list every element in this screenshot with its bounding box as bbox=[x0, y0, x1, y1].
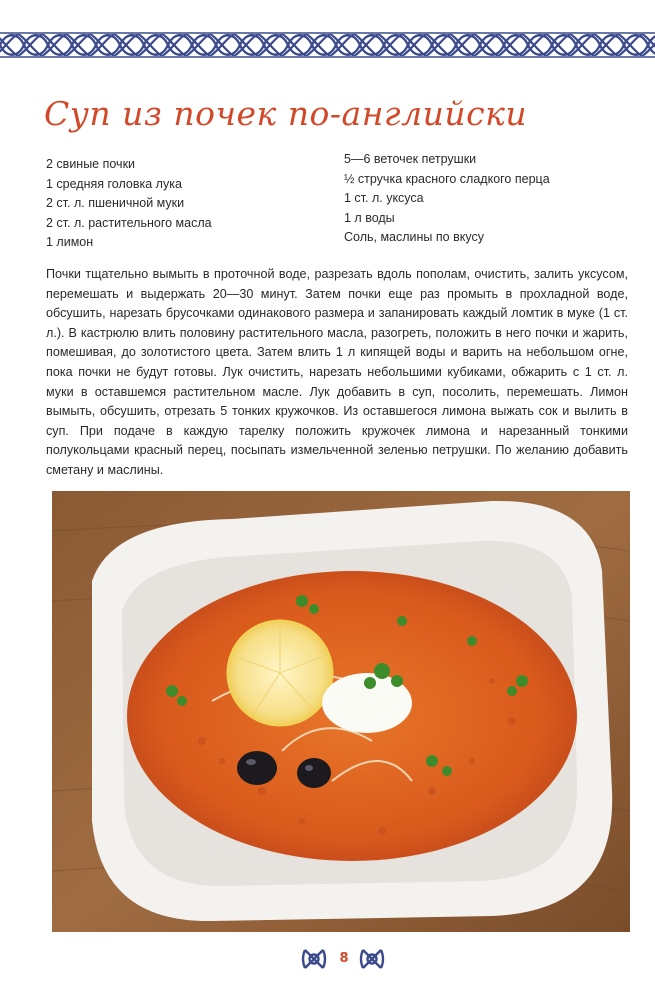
ingredient-item: 1 лимон bbox=[46, 235, 94, 249]
ingredient-item: ½ стручка красного сладкого перца bbox=[344, 171, 550, 186]
ingredient-item: Соль, маслины по вкусу bbox=[344, 230, 484, 244]
ingredients-column-left bbox=[46, 155, 212, 253]
recipe-title: Суп из почек по-английски bbox=[44, 94, 528, 133]
ingredient-item: 1 л воды bbox=[344, 210, 395, 225]
celtic-knot-icon bbox=[361, 950, 383, 968]
soup-photo bbox=[52, 491, 630, 932]
celtic-knot-border-icon bbox=[0, 28, 655, 62]
ingredients-column-right bbox=[344, 150, 550, 248]
olive bbox=[237, 751, 277, 785]
page-number: 8 bbox=[339, 951, 349, 966]
ingredient-item: 1 средняя головка лука bbox=[46, 176, 182, 191]
ingredient-item: 2 ст. л. пшеничной муки bbox=[46, 196, 185, 210]
ingredient-item: 2 свиные почки bbox=[46, 157, 136, 171]
recipe-instructions: Почки тщательно вымыть в проточной воде, разрезать вдоль пополам, очистить, залить уксусом, перемешать и выдержать 20—30 минут. Затем почки еще раз промыть в прохладной воде, обсушить, нарезать брусочками одинакового размера и запанировать каждый ломтик в муке (1 ст. л.). В кастрюлю влить половину растительного масла, разогреть, положить в него почки и жарить, помешивая, до золотистого цвета. Затем влить 1 л кипящей воды и варить на небольшом огне, пока почки не будут готовы. Лук очистить, нарезать небольшими кубиками, обжарить с 1 ст. л. муки в оставшемся растительном масле. Лук добавить в суп, посолить, перемешать. Лимон вымыть, обсушить, отрезать 5 тонких кружочков. Из оставшегося лимона выжать сок и вылить в суп. При подаче в каждую тарелку положить кружочек лимона и нарезанный тонкими полукольцами красный перец, посыпать измельченной зеленью петрушки. По желанию добавить сметану и маслины. bbox=[46, 267, 628, 477]
footer-ornaments bbox=[0, 945, 655, 975]
celtic-knot-icon bbox=[303, 950, 325, 968]
ingredient-item: 1 ст. л. уксуса bbox=[344, 191, 424, 205]
olive bbox=[297, 758, 331, 788]
ingredient-item: 2 ст. л. растительного масла bbox=[46, 215, 212, 230]
ingredient-item: 5—6 веточек петрушки bbox=[344, 152, 477, 166]
